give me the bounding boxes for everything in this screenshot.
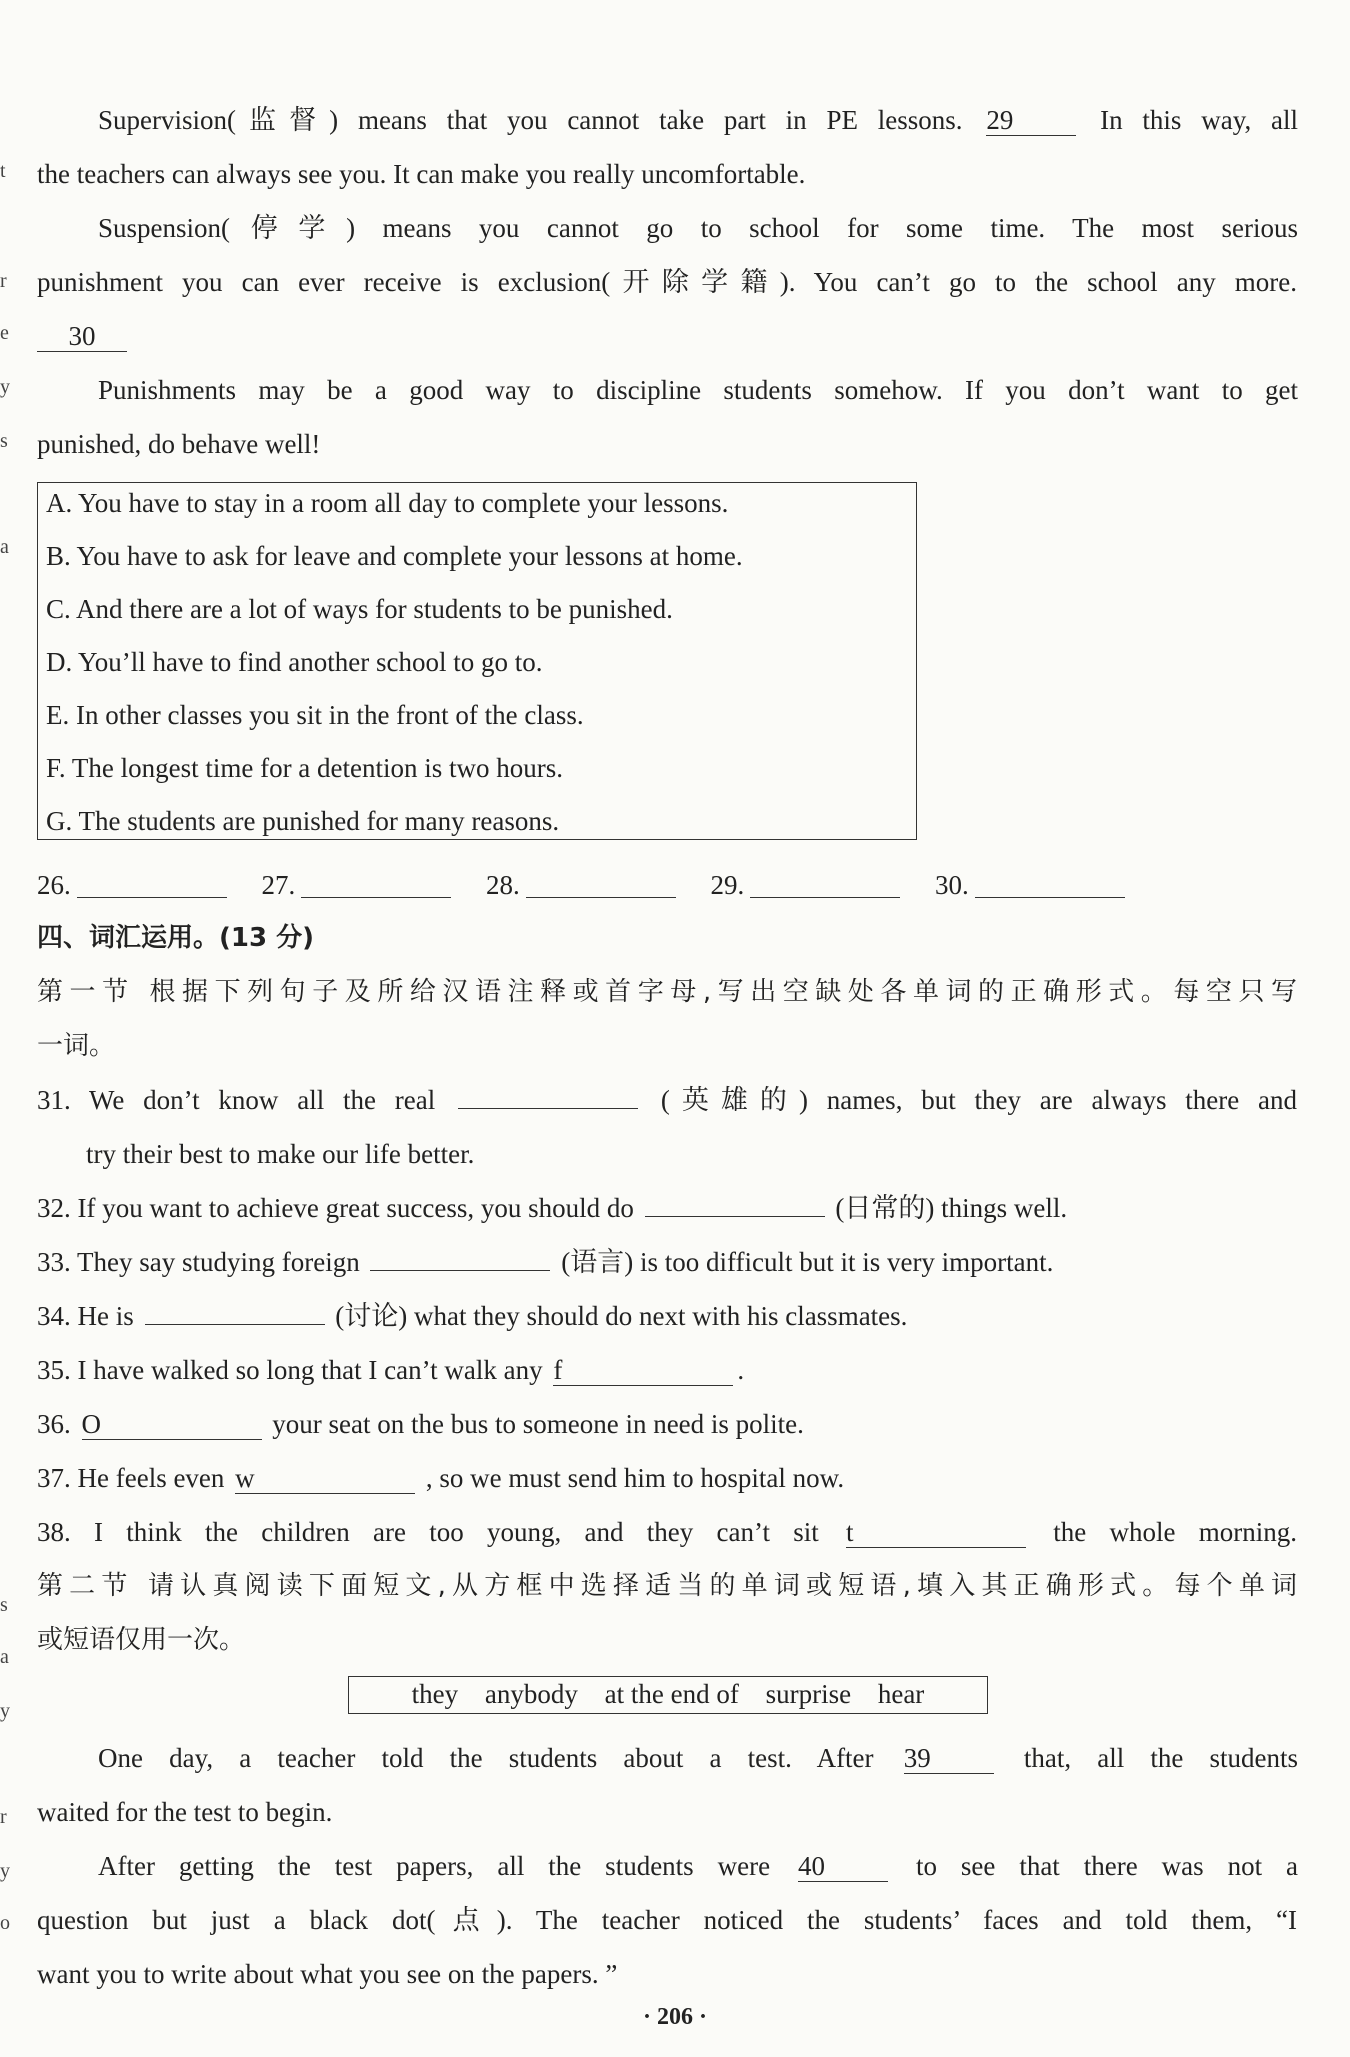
margin-mark: t bbox=[0, 160, 6, 182]
instruction-line: 一词。 bbox=[37, 1031, 116, 1061]
answer-blank-29[interactable]: 29 bbox=[986, 105, 1076, 136]
answer-label: 27. bbox=[261, 870, 296, 900]
question-34: 34. He is (讨论) what they should do next with his classmates. bbox=[37, 1301, 908, 1331]
margin-mark: y bbox=[0, 376, 10, 398]
blank-37[interactable]: w bbox=[235, 1463, 415, 1494]
word-bank-item: at the end of bbox=[604, 1679, 739, 1709]
passage-line: want you to write about what you see on the papers. ” bbox=[37, 1959, 618, 1989]
option-c: C. And there are a lot of ways for students to be punished. bbox=[46, 594, 673, 624]
question-36: 36. O your seat on the bus to someone in need is polite. bbox=[37, 1409, 804, 1439]
passage-line bbox=[37, 318, 1297, 354]
passage-line: punished, do behave well! bbox=[37, 429, 321, 459]
margin-mark: a bbox=[0, 536, 9, 558]
passage-line: Suspension(停学) means you cannot go to school for some time. The most serious bbox=[98, 213, 1298, 243]
margin-mark: s bbox=[0, 1594, 8, 1616]
blank-31[interactable] bbox=[458, 1108, 638, 1109]
margin-mark: a bbox=[0, 1646, 9, 1668]
blank-33[interactable] bbox=[370, 1270, 550, 1271]
options-box bbox=[37, 482, 917, 840]
margin-mark: e bbox=[0, 322, 9, 344]
blank-32[interactable] bbox=[645, 1216, 825, 1217]
margin-mark: s bbox=[0, 430, 8, 452]
instruction-line: 第二节 请认真阅读下面短文,从方框中选择适当的单词或短语,填入其正确形式。每个单词 bbox=[37, 1571, 1297, 1601]
answer-label: 30. bbox=[935, 870, 969, 900]
instruction-line: 或短语仅用一次。 bbox=[37, 1625, 246, 1655]
passage-line: question but just a black dot(点). The teacher noticed the students’ faces and told them, “I bbox=[37, 1905, 1297, 1935]
passage-line: punishment you can ever receive is exclusion(开除学籍). You can’t go to the school any more. bbox=[37, 267, 1297, 297]
answer-input-28[interactable] bbox=[526, 871, 676, 898]
answer-blank-39[interactable]: 39 bbox=[904, 1743, 994, 1774]
question-31: 31. We don’t know all the real (英雄的) names, but they are always there and bbox=[37, 1085, 1298, 1115]
answer-label: 28. bbox=[486, 870, 520, 900]
answer-input-30[interactable] bbox=[975, 871, 1125, 898]
margin-mark: r bbox=[0, 270, 7, 292]
blank-34[interactable] bbox=[145, 1324, 325, 1325]
blank-36[interactable]: O bbox=[82, 1409, 262, 1440]
question-32: 32. If you want to achieve great success, you should do (日常的) things well. bbox=[37, 1193, 1068, 1223]
word-bank-item: hear bbox=[877, 1679, 925, 1709]
passage-line: the teachers can always see you. It can make you really uncomfortable. bbox=[37, 159, 806, 189]
blank-35[interactable]: f bbox=[553, 1355, 733, 1386]
answer-blank-30[interactable]: 30 bbox=[37, 321, 127, 352]
question-31-cont: try their best to make our life better. bbox=[86, 1139, 475, 1169]
option-a: A. You have to stay in a room all day to complete your lessons. bbox=[46, 488, 729, 518]
option-g: G. The students are punished for many reasons. bbox=[46, 806, 560, 836]
option-b: B. You have to ask for leave and complete your lessons at home. bbox=[46, 541, 743, 571]
question-33: 33. They say studying foreign (语言) is too difficult but it is very important. bbox=[37, 1247, 1054, 1277]
passage-line: Punishments may be a good way to discipline students somehow. If you don’t want to get bbox=[98, 375, 1298, 405]
margin-mark: r bbox=[0, 1806, 7, 1828]
passage-line: Supervision(监督) means that you cannot take part in PE lessons. 29 In this way, all bbox=[98, 105, 1299, 135]
question-35: 35. I have walked so long that I can’t walk any f . bbox=[37, 1355, 745, 1385]
passage-line: One day, a teacher told the students about a test. After 39 that, all the students bbox=[98, 1743, 1299, 1773]
word-bank bbox=[348, 1676, 988, 1714]
answer-input-27[interactable] bbox=[301, 871, 451, 898]
answer-label: 26. bbox=[37, 870, 71, 900]
blank-38[interactable]: t bbox=[846, 1517, 1026, 1548]
page-number: · 206 · bbox=[642, 2004, 707, 2030]
answer-input-29[interactable] bbox=[750, 871, 900, 898]
option-e: E. In other classes you sit in the front of the class. bbox=[46, 700, 584, 730]
passage-line: waited for the test to begin. bbox=[37, 1797, 333, 1827]
word-bank-item: anybody bbox=[484, 1679, 578, 1709]
question-38: 38. I think the children are too young, and they can’t sit t the whole morning. bbox=[37, 1517, 1298, 1547]
option-d: D. You’ll have to find another school to go to. bbox=[46, 647, 543, 677]
margin-mark: y bbox=[0, 1860, 10, 1882]
question-37: 37. He feels even w , so we must send him to hospital now. bbox=[37, 1463, 845, 1493]
option-f: F. The longest time for a detention is two hours. bbox=[46, 753, 564, 783]
answer-label: 29. bbox=[710, 870, 745, 900]
margin-mark: o bbox=[0, 1912, 10, 1934]
answer-blank-40[interactable]: 40 bbox=[798, 1851, 888, 1882]
answer-row bbox=[37, 867, 1237, 903]
section-title: 四、词汇运用。(13 分) bbox=[37, 923, 314, 953]
margin-mark: y bbox=[0, 1700, 10, 1722]
word-bank-item: surprise bbox=[765, 1679, 852, 1709]
passage-line: After getting the test papers, all the students were 40 to see that there was not a bbox=[98, 1851, 1298, 1881]
word-bank-item: they bbox=[411, 1679, 459, 1709]
answer-input-26[interactable] bbox=[77, 871, 227, 898]
instruction-line: 第一节 根据下列句子及所给汉语注释或首字母,写出空缺处各单词的正确形式。每空只写 bbox=[37, 977, 1297, 1007]
